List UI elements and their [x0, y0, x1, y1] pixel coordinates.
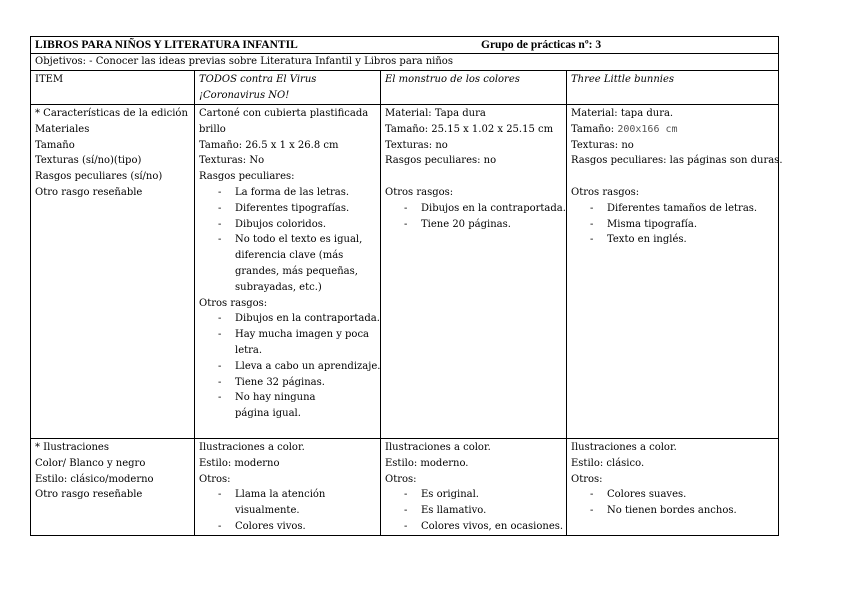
- material-text: Material: Tapa dura: [385, 108, 486, 119]
- textures-text: Texturas: no: [571, 139, 634, 151]
- list-item: - Diferentes tamaños de letras.: [571, 201, 774, 217]
- size-text: Tamaño: 26.5 x 1 x 26.8 cm: [199, 139, 339, 151]
- list-item: - No todo el texto es igual, diferencia clave (más grandes, más pequeñas, subrayadas, etc.): [199, 232, 376, 295]
- illustrations-book3-cell: [567, 438, 779, 535]
- item-header: ITEM: [31, 71, 195, 105]
- style-text: Estilo: clásico.: [571, 457, 645, 469]
- item-line: Materiales: [35, 123, 90, 135]
- other-label: Otros rasgos:: [385, 186, 454, 198]
- group-number: Grupo de prácticas nº: 3: [481, 39, 602, 51]
- list-item: - Dibujos coloridos.: [199, 217, 376, 233]
- size-text: Tamaño: 25.15 x 1.02 x 25.15 cm: [385, 123, 554, 135]
- peculiar-list: [199, 185, 376, 296]
- other-list: [571, 201, 774, 248]
- list-item: - Misma tipografía.: [571, 217, 774, 233]
- list-item: - Es llamativo.: [385, 503, 562, 519]
- illustrations-row: [31, 438, 779, 535]
- objectives-row: [31, 54, 779, 71]
- document-page: [30, 36, 783, 536]
- peculiar-label: Rasgos peculiares:: [199, 171, 295, 183]
- size-value: 200x166 cm: [617, 123, 678, 135]
- other-label: Otros rasgos:: [199, 297, 268, 309]
- peculiar-text: Rasgos peculiares: no: [385, 155, 497, 167]
- list-item: - No hay ninguna página igual.: [199, 390, 376, 422]
- item-line: Otro rasgo reseñable: [35, 186, 143, 198]
- style-text: Estilo: moderno.: [385, 457, 469, 469]
- list-item: - Colores vivos, en ocasiones.: [385, 519, 562, 535]
- book3-header: Three Little bunnies: [567, 71, 779, 105]
- spacer: [385, 169, 562, 185]
- list-item: - Llama la atención visualmente.: [199, 487, 376, 519]
- material-text: Material: tapa dura.: [571, 108, 674, 119]
- illustrations-item-cell: [31, 438, 195, 535]
- item-line: Rasgos peculiares (sí/no): [35, 171, 163, 183]
- book1-title: TODOS contra El Virus: [199, 74, 317, 85]
- other-label: Otros:: [199, 473, 231, 485]
- list-item: - Diferentes tipografías.: [199, 201, 376, 217]
- item-line: Texturas (sí/no)(tipo): [35, 155, 142, 167]
- other-label: Otros:: [385, 473, 417, 485]
- size-label: Tamaño:: [571, 123, 615, 135]
- book1-header: [195, 71, 381, 105]
- item-line: Color/ Blanco y negro: [35, 457, 146, 469]
- edition-item-cell: [31, 105, 195, 439]
- edition-book3-cell: [567, 105, 783, 439]
- item-line: * Ilustraciones: [35, 441, 109, 453]
- list-item: - Hay mucha imagen y poca letra.: [199, 327, 376, 359]
- item-line: Otro rasgo reseñable: [35, 489, 143, 501]
- list-item: - No tienen bordes anchos.: [571, 503, 774, 519]
- other-list: [199, 487, 376, 534]
- illustrations-book2-cell: [381, 438, 567, 535]
- size-line: [571, 122, 774, 138]
- list-item: - Texto en inglés.: [571, 232, 774, 248]
- other-list: [385, 487, 562, 534]
- textures-text: Texturas: No: [199, 155, 265, 167]
- spacer: [571, 169, 774, 185]
- title-cell: [31, 37, 779, 54]
- color-text: Ilustraciones a color.: [571, 441, 677, 453]
- edition-book1-cell: [195, 105, 381, 439]
- illustrations-book1-cell: [195, 438, 381, 535]
- material-text: Cartoné con cubierta plastificada brillo: [199, 108, 369, 135]
- style-text: Estilo: moderno: [199, 457, 280, 469]
- item-line: Tamaño: [35, 139, 75, 151]
- list-item: - Tiene 20 páginas.: [385, 217, 562, 233]
- color-text: Ilustraciones a color.: [385, 441, 491, 453]
- column-header-row: [31, 71, 779, 105]
- other-label: Otros:: [571, 473, 603, 485]
- peculiar-text: Rasgos peculiares: las páginas son duras.: [571, 155, 783, 167]
- book1-subtitle: ¡Coronavirus NO!: [199, 89, 290, 101]
- list-item: - Dibujos en la contraportada.: [385, 201, 562, 217]
- item-line: * Características de la edición: [35, 108, 188, 119]
- item-line: Estilo: clásico/moderno: [35, 473, 154, 485]
- practice-table: [30, 36, 783, 536]
- list-item: - Dibujos en la contraportada.: [199, 311, 376, 327]
- other-list: [385, 201, 566, 233]
- color-text: Ilustraciones a color.: [199, 441, 305, 453]
- book2-header: El monstruo de los colores: [381, 71, 567, 105]
- title-row: [31, 37, 779, 54]
- other-list: [199, 311, 381, 422]
- list-item: - Es original.: [385, 487, 562, 503]
- textures-text: Texturas: no: [385, 139, 448, 151]
- list-item: - Lleva a cabo un aprendizaje.: [199, 359, 376, 375]
- edition-book2-cell: [381, 105, 567, 439]
- list-item: - Colores suaves.: [571, 487, 774, 503]
- document-title: LIBROS PARA NIÑOS Y LITERATURA INFANTIL: [35, 39, 298, 51]
- edition-row: [31, 105, 779, 439]
- other-label: Otros rasgos:: [571, 186, 640, 198]
- list-item: - Colores vivos.: [199, 519, 376, 535]
- list-item: - Tiene 32 páginas.: [199, 375, 376, 391]
- other-list: [571, 487, 774, 519]
- objectives-cell: Objetivos: - Conocer las ideas previas sobre Literatura Infantil y Libros para niños: [31, 54, 779, 71]
- list-item: - La forma de las letras.: [199, 185, 376, 201]
